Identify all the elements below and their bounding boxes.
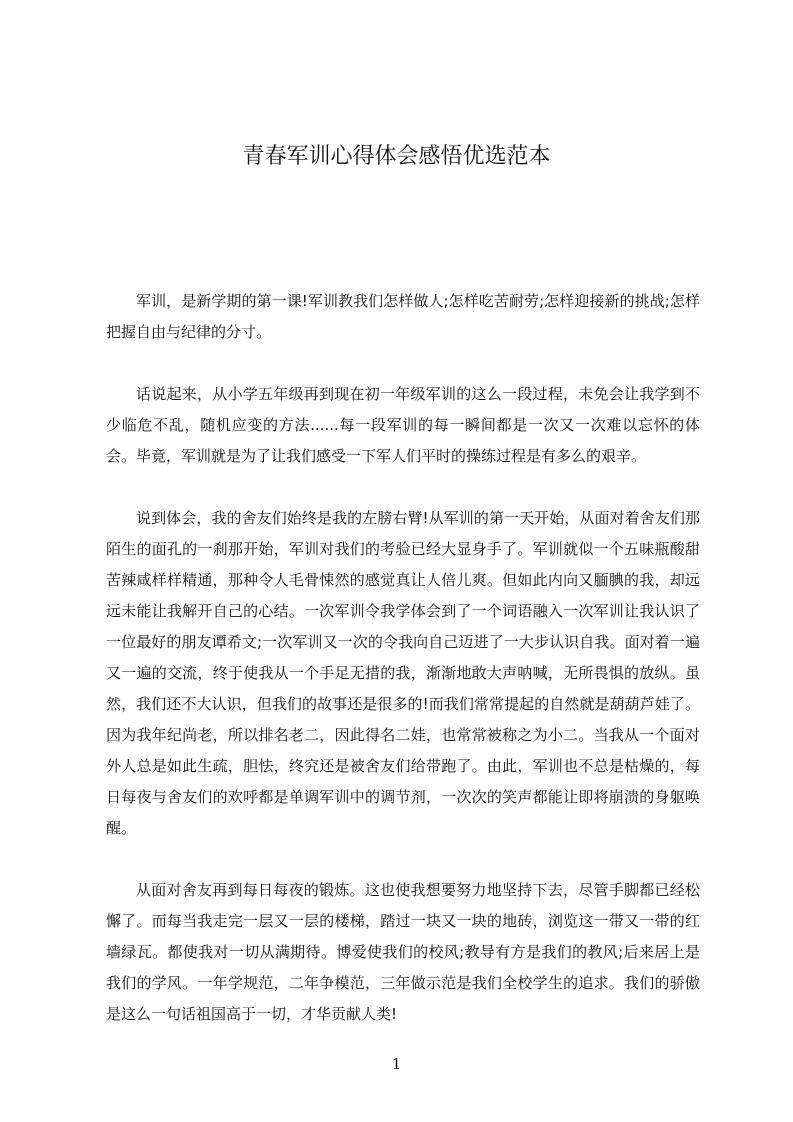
paragraph-1: 军训，是新学期的第一课!军训教我们怎样做人;怎样吃苦耐劳;怎样迎接新的挑战;怎样把握自由与纪律的分寸。 xyxy=(106,292,700,341)
paragraph-4: 从面对舍友再到每日每夜的锻炼。这也使我想要努力地坚持下去，尽管手脚都已经松懈了。而每当我走完一层又一层的楼梯，踏过一块又一块的地砖，浏览这一带又一带的红墙绿瓦。都使我对一切从满期待。博爱使我们的校风;教导有方是我们的教风;后来居上是我们的学风。一年学规范，二年争模范，三年做示范是我们全校学生的追求。我们的骄傲是这么一句话祖国高于一切，才华贡献人类! xyxy=(106,881,700,1023)
page-number: 1 xyxy=(391,1055,402,1073)
paragraph-2: 话说起来，从小学五年级再到现在初一年级军训的这么一段过程，未免会让我学到不少临危不乱，随机应变的方法......每一段军训的每一瞬间都是一次又一次难以忘怀的体会。毕竟，军训就是为了让我们感受一下军人们平时的操练过程是有多么的艰辛。 xyxy=(106,385,700,465)
document-title: 青春军训心得体会感悟优选范本 xyxy=(242,144,551,169)
document-body xyxy=(106,286,700,1061)
paragraph-3: 说到体会，我的舍友们始终是我的左膀右臂!从军训的第一天开始，从面对着舍友们那陌生的面孔的一刹那开始，军训对我们的考验已经大显身手了。军训就似一个五味瓶酸甜苦辣咸样样精通，那种令人毛骨悚然的感觉真让人倍儿爽。但如此内向又腼腆的我，却远远未能让我解开自己的心结。一次军训令我学体会到了一个词语融入一次军训让我认识了一位最好的朋友谭希文;一次军训又一次的令我向自己迈进了一大步认识自我。面对着一遍又一遍的交流，终于使我从一个手足无措的我，渐渐地敢大声呐喊，无所畏惧的放纵。虽然，我们还不大认识，但我们的故事还是很多的!而我们常常提起的自然就是葫葫芦娃了。因为我年纪尚老，所以排名老二，因此得名二娃，也常常被称之为小二。当我从一个面对外人总是如此生疏，胆怯，终究还是被舍友们给带跑了。由此，军训也不总是枯燥的，每日每夜与舍友们的欢呼都是单调军训中的调节剂，一次次的笑声都能让即将崩溃的身躯唤醒。 xyxy=(106,509,700,837)
